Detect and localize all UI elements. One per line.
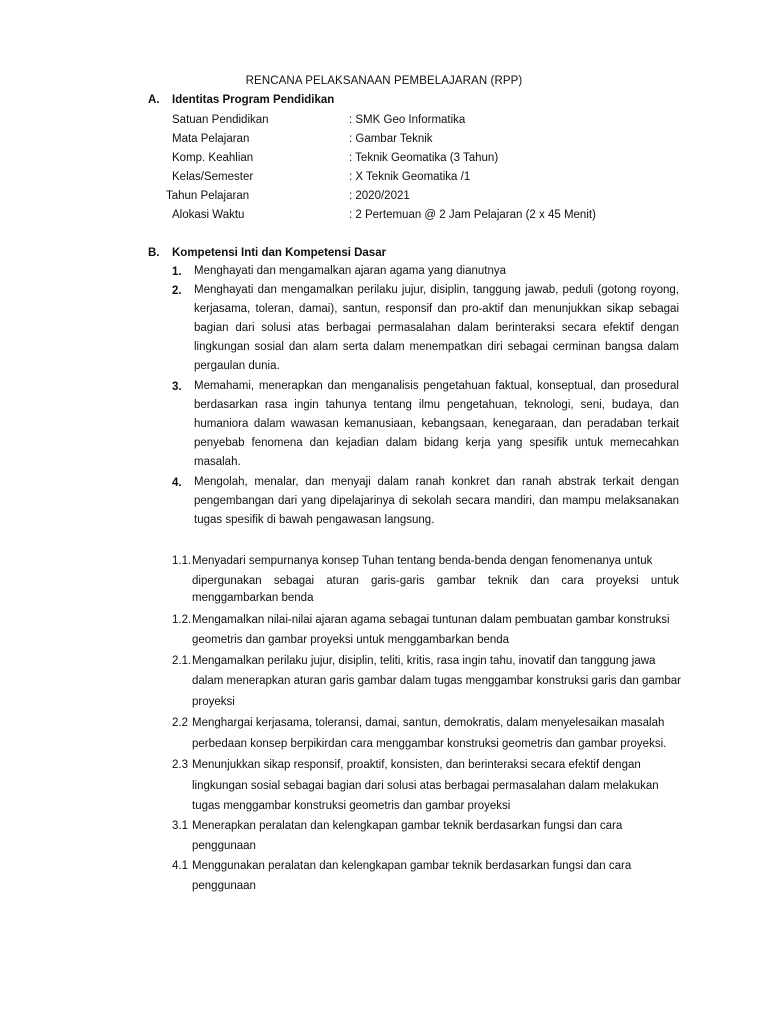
kd-line: geometris dan gambar proyeksi untuk menggambarkan benda bbox=[192, 634, 510, 646]
section-b-heading: Kompetensi Inti dan Kompetensi Dasar bbox=[172, 247, 387, 259]
kd-number: 4.1 bbox=[172, 860, 188, 872]
kd-word: dipergunakan bbox=[192, 575, 262, 587]
kd-line: perbedaan konsep berpikirdan cara menggambar konstruksi geometris dan gambar proyeksi. bbox=[192, 738, 667, 750]
identity-value: : Gambar Teknik bbox=[349, 133, 433, 145]
kd-line: Menghargai kerjasama, toleransi, damai, santun, demokratis, dalam menyelesaikan masalah bbox=[192, 717, 665, 729]
kd-word: cara bbox=[561, 575, 584, 587]
ki-text: Mengolah, menalar, dan menyaji dalam ranah konkret dan ranah abstrak terkait dengan pengembangan dari yang dipelajarinya di sekolah secara mandiri, dan mampu melaksanakan tugas spesifik di bawah pengawasan langsung. bbox=[194, 476, 679, 527]
ki-text: Memahami, menerapkan dan menganalisis pengetahuan faktual, konseptual, dan prosedural berdasarkan rasa ingin tahunya tentang ilmu pengetahuan, teknologi, seni, budaya, dan humaniora dalam wawasan kemanusiaan, kebangsaan, kenegaraan, dan peradaban terkait penyebab fenomena dan kejadian dalam bidang kerja yang spesifik untuk memecahkan masalah. bbox=[194, 380, 679, 469]
identity-value: : SMK Geo Informatika bbox=[349, 114, 466, 126]
kd-word: untuk bbox=[650, 575, 679, 587]
kd-line: tugas menggambar konstruksi geometris dan gambar proyeksi bbox=[192, 800, 511, 812]
kd-word: gambar bbox=[436, 575, 476, 587]
identity-label: Mata Pelajaran bbox=[172, 133, 250, 145]
kd-line: Mengamalkan nilai-nilai ajaran agama sebagai tuntunan dalam pembuatan gambar konstruksi bbox=[192, 614, 670, 626]
kd-number: 1.1. bbox=[172, 555, 192, 567]
section-a-letter: A. bbox=[148, 94, 160, 106]
kd-line: lingkungan sosial sebagai bagian dari solusi atas berbagai permasalahan dalam melakukan bbox=[192, 780, 659, 792]
kd-word: teknik bbox=[487, 575, 518, 587]
ki-number: 4. bbox=[172, 477, 182, 489]
kd-number: 2.1. bbox=[172, 655, 192, 667]
kd-word: aturan bbox=[326, 575, 359, 587]
identity-label: Satuan Pendidikan bbox=[172, 114, 269, 126]
kd-line: menggambarkan benda bbox=[192, 592, 314, 604]
kd-word: garis-garis bbox=[370, 575, 425, 587]
kd-line-justified bbox=[192, 575, 679, 587]
identity-value: : Teknik Geomatika (3 Tahun) bbox=[349, 152, 499, 164]
kd-word: proyeksi bbox=[595, 575, 639, 587]
ki-number: 1. bbox=[172, 266, 182, 278]
kd-line: penggunaan bbox=[192, 840, 256, 852]
document-title: RENCANA PELAKSANAAN PEMBELAJARAN (RPP) bbox=[245, 75, 523, 87]
kd-word: dan bbox=[530, 575, 550, 587]
identity-value: : 2020/2021 bbox=[349, 190, 410, 202]
ki-number: 3. bbox=[172, 381, 182, 393]
section-b-letter: B. bbox=[148, 247, 160, 259]
kd-number: 3.1 bbox=[172, 820, 188, 832]
kd-line: proyeksi bbox=[192, 696, 235, 708]
kd-number: 2.2 bbox=[172, 717, 188, 729]
identity-label: Alokasi Waktu bbox=[172, 209, 245, 221]
kd-line: Menyadari sempurnanya konsep Tuhan tentang benda-benda dengan fenomenanya untuk bbox=[192, 555, 653, 567]
section-a-heading: Identitas Program Pendidikan bbox=[172, 94, 335, 106]
kd-word: sebagai bbox=[273, 575, 315, 587]
ki-text: Menghayati dan mengamalkan perilaku jujur, disiplin, tanggung jawab, peduli (gotong royong, kerjasama, toleran, damai), santun, responsif dan pro-aktif dan menunjukkan sikap sebagai bagian dari solusi atas berbagai permasalahan dalam berinteraksi secara efektif dengan lingkungan sosial dan alam serta dalam menempatkan diri sebagai cerminan bangsa dalam pergaulan dunia. bbox=[194, 284, 679, 373]
ki-number: 2. bbox=[172, 285, 182, 297]
kd-line: Menerapkan peralatan dan kelengkapan gambar teknik berdasarkan fungsi dan cara bbox=[192, 820, 623, 832]
kd-line: dalam menerapkan aturan garis gambar dalam tugas menggambar konstruksi garis dan gambar bbox=[192, 675, 682, 687]
kd-line: Mengamalkan perilaku jujur, disiplin, teliti, kritis, rasa ingin tahu, inovatif dan tanggung jawa bbox=[192, 655, 656, 667]
identity-value: : 2 Pertemuan @ 2 Jam Pelajaran (2 x 45 Menit) bbox=[349, 209, 596, 221]
kd-line: Menunjukkan sikap responsif, proaktif, konsisten, dan berinteraksi secara efektif dengan bbox=[192, 759, 641, 771]
kd-line: penggunaan bbox=[192, 880, 256, 892]
ki-text: Menghayati dan mengamalkan ajaran agama yang dianutnya bbox=[194, 265, 506, 277]
kd-line: Menggunakan peralatan dan kelengkapan gambar teknik berdasarkan fungsi dan cara bbox=[192, 860, 632, 872]
identity-label: Komp. Keahlian bbox=[172, 152, 254, 164]
identity-value: : X Teknik Geomatika /1 bbox=[349, 171, 471, 183]
identity-label: Kelas/Semester bbox=[172, 171, 254, 183]
kd-number: 1.2. bbox=[172, 614, 192, 626]
identity-label: Tahun Pelajaran bbox=[166, 190, 250, 202]
kd-number: 2.3 bbox=[172, 759, 188, 771]
